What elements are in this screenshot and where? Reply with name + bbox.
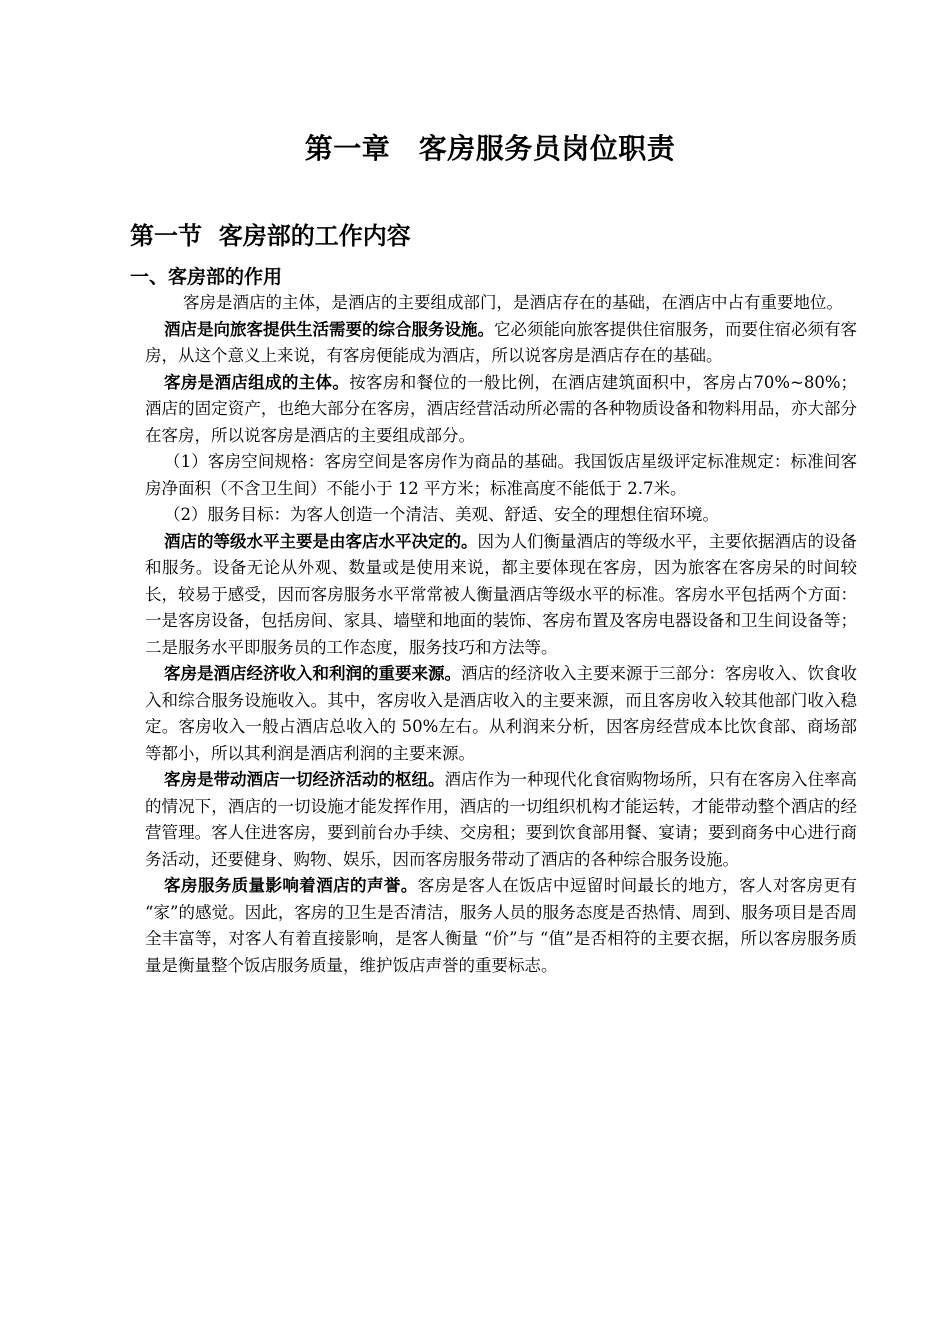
paragraph-hub [145, 767, 857, 873]
paragraph-text: 因为人们衡量酒店的等级水平，主要依据酒店的设备和服务。设备无论从外观、数量或是使用来说，都主要体现在客房，因为旅客在客房呆的时间较长，较易于感受，因而客房服务水平常常被人衡量酒店等级水平的标准。客房水平包括两个方面：一是客房设备，包括房间、家具、墙壁和地面的装饰、客房布置及客房电器设备和卫生间设备等；二是服务水平即服务员的工作态度，服务技巧和方法等。 [145, 531, 857, 657]
body-text [145, 290, 857, 979]
paragraph-lead: 酒店是向旅客提供生活需要的综合服务设施。 [164, 319, 494, 339]
chapter-title: 第一章 客房服务员岗位职责 [304, 132, 676, 165]
paragraph-intro [145, 290, 857, 317]
paragraph-lead: 客房是酒店经济收入和利润的重要来源。 [164, 664, 461, 683]
paragraph-room-space [145, 449, 857, 502]
paragraph-service-goal [145, 502, 857, 529]
paragraph-text: 它必须能向旅客提供住宿服务，而要住宿必须有客房，从这个意义上来说，有客房便能成为酒店，所以说客房是酒店存在的基础。 [145, 319, 857, 365]
paragraph-text: （1）客房空间规格：客房空间是客房作为商品的基础。我国饭店星级评定标准规定：标准间客房净面积（不含卫生间）不能小于 12 平方米；标准高度不能低于 2.7米。 [145, 452, 857, 498]
paragraph-hotel-grade [145, 529, 857, 662]
paragraph-reputation [145, 873, 857, 979]
paragraph-service-facility [145, 317, 857, 370]
paragraph-lead: 客房是酒店组成的主体。 [164, 372, 350, 392]
paragraph-main-body [145, 370, 857, 450]
section-title: 第一节 客房部的工作内容 [130, 221, 411, 250]
paragraph-text: 酒店作为一种现代化食宿购物场所，只有在客房入住率高的情况下，酒店的一切设施才能发挥作用，酒店的一切组织机构才能运转，才能带动整个酒店的经营管理。客人住进客房，要到前台办手续、交房租；要到饮食部用餐、宴请；要到商务中心进行商务活动，还要健身、购物、娱乐，因而客房服务带动了酒店的各种综合服务设施。 [145, 770, 857, 869]
paragraph-revenue [145, 661, 857, 767]
paragraph-text: 酒店的经济收入主要来源于三部分：客房收入、饮食收入和综合服务设施收入。其中，客房收入是酒店收入的主要来源，而且客房收入较其他部门收入稳定。客房收入一般占酒店总收入的 50%左右。从利润来分析，因客房经营成本比饮食部、商场部等都小，所以其利润是酒店利润的主要来源。 [145, 664, 857, 763]
subsection-title: 一、客房部的作用 [130, 266, 283, 288]
paragraph-text: 按客房和餐位的一般比例，在酒店建筑面积中，客房占70%~80%；酒店的固定资产，也绝大部分在客房，酒店经营活动所必需的各种物质设备和物料用品，亦大部分在客房，所以说客房是酒店的主要组成部分。 [145, 372, 857, 445]
paragraph-text: （2）服务目标：为客人创造一个清洁、美观、舒适、安全的理想住宿环境。 [164, 505, 719, 524]
paragraph-lead: 酒店的等级水平主要是由客店水平决定的。 [164, 531, 478, 551]
paragraph-text: 客房是客人在饭店中逗留时间最长的地方，客人对客房更有 “家”的感觉。因此，客房的卫生是否清洁，服务人员的服务态度是否热情、周到、服务项目是否周全丰富等，对客人有着直接影响，是客人衡量 “价”与 “值”是否相符的主要衣据，所以客房服务质量是衡量整个饭店服务质量，维护饭店声誉的重要标志。 [145, 876, 858, 975]
paragraph-lead: 客房服务质量影响着酒店的声誉。 [164, 876, 418, 895]
paragraph-lead: 客房是带动酒店一切经济活动的枢纽。 [164, 770, 445, 789]
paragraph-text: 客房是酒店的主体，是酒店的主要组成部门，是酒店存在的基础，在酒店中占有重要地位。 [183, 293, 843, 312]
